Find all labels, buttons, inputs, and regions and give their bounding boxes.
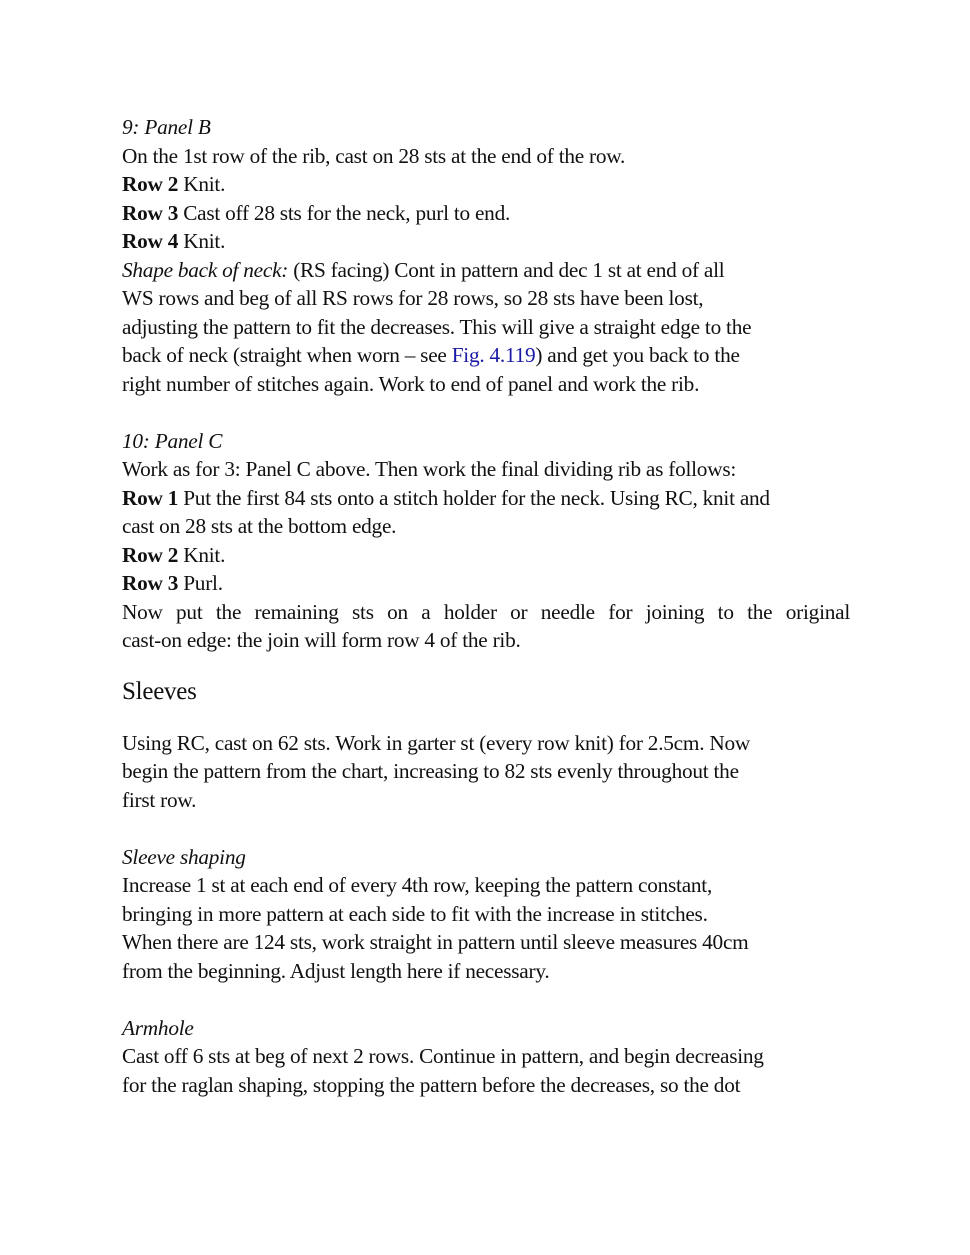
spacer [122,814,850,843]
panel-c-row-1-cont: cast on 28 sts at the bottom edge. [122,514,397,538]
shape-neck-line3: adjusting the pattern to fit the decreases. This will give a straight edge to the [122,314,752,339]
row-label: Row 1 [122,485,179,510]
row-text: Knit. [178,542,226,567]
sleeves-intro-line2: begin the pattern from the chart, increasing to 82 sts evenly throughout the [122,759,739,783]
shape-neck-line2: WS rows and beg of all RS rows for 28 rows, so 28 sts have been lost, [122,286,704,310]
spacer [122,985,850,1014]
panel-b-line1: On the 1st row of the rib, cast on 28 sts at the end of the row. [122,143,626,168]
sleeve-shaping-line3: When there are 124 sts, work straight in pattern until sleeve measures 40cm [122,930,749,954]
panel-c-row-3 [122,569,850,598]
panel-c-section [122,427,850,655]
row-text: Purl. [178,571,223,595]
shape-neck-text: ) and get you back to the [535,343,740,367]
panel-b-row-3 [122,199,850,228]
panel-b-title: 9: Panel B [122,115,211,139]
row-text: Knit. [178,172,226,196]
panel-c-row-1 [122,484,850,513]
sleeve-shaping-line2: bringing in more pattern at each side to fit with the increase in stitches. [122,901,708,926]
document-page [122,113,850,1099]
shape-neck-line5: right number of stitches again. Work to end of panel and work the rib. [122,371,700,396]
shape-neck-text: back of neck (straight when worn – see [122,343,452,367]
row-text: Cast off 28 sts for the neck, purl to end. [178,200,511,225]
shape-neck-line4 [122,341,850,370]
panel-c-row-2 [122,541,850,570]
row-label: Row 3 [122,200,179,225]
sleeve-shaping-title: Sleeve shaping [122,844,246,869]
panel-c-title: 10: Panel C [122,428,223,453]
panel-b-row-2 [122,170,850,199]
shape-neck-line1 [122,256,850,285]
row-label: Row 4 [122,229,179,253]
panel-c-line1: Work as for 3: Panel C above. Then work the final dividing rib as follows: [122,457,737,481]
panel-b-row-4 [122,227,850,256]
row-text: Put the first 84 sts onto a stitch holder for the neck. Using RC, knit and [178,485,770,510]
sleeves-heading: Sleeves [122,677,197,705]
sleeve-shaping-line1: Increase 1 st at each end of every 4th row, keeping the pattern constant, [122,873,713,897]
armhole-line2: for the raglan shaping, stopping the pattern before the decreases, so the dot [122,1072,741,1097]
armhole-title: Armhole [122,1015,194,1040]
panel-b-section [122,113,850,398]
figure-link[interactable]: Fig. 4.119 [451,343,536,367]
panel-c-final-line1: Now put the remaining sts on a holder or needle for joining to the original [122,599,850,624]
row-text: Knit. [178,229,226,253]
shape-neck-label: Shape back of neck: [122,257,289,282]
sleeves-intro-line1: Using RC, cast on 62 sts. Work in garter st (every row knit) for 2.5cm. Now [122,730,751,755]
armhole-line1: Cast off 6 sts at beg of next 2 rows. Continue in pattern, and begin decreasing [122,1044,764,1068]
row-label: Row 2 [122,172,179,196]
shape-neck-text: (RS facing) Cont in pattern and dec 1 st at end of all [288,257,725,282]
sleeve-shaping-line4: from the beginning. Adjust length here if necessary. [122,958,550,983]
panel-c-final-line2: cast-on edge: the join will form row 4 of the rib. [122,628,521,652]
sleeves-intro-line3: first row. [122,787,197,812]
sleeves-section [122,677,850,1100]
row-label: Row 3 [122,571,179,595]
spacer [122,398,850,427]
row-label: Row 2 [122,542,179,567]
